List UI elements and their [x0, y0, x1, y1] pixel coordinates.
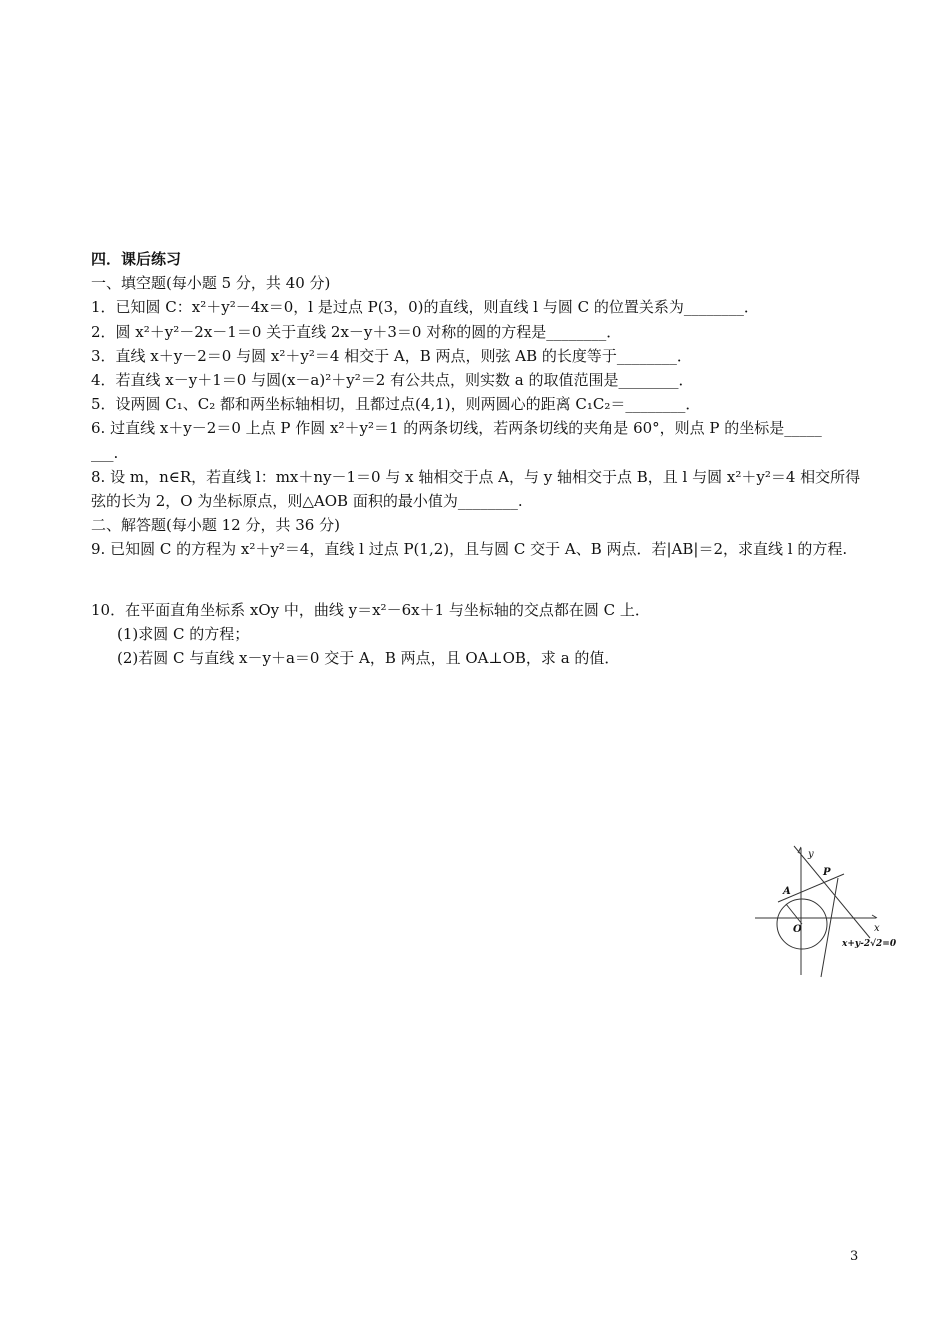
- question-3: 3．直线 x＋y－2＝0 与圆 x²＋y²＝4 相交于 A，B 两点，则弦 AB 的长度等于________．: [91, 346, 692, 365]
- question-9: 9. 已知圆 C 的方程为 x²＋y²＝4，直线 l 过点 P(1,2)，且与圆 C 交于 A、B 两点．若|AB|＝2，求直线 l 的方程.: [91, 540, 848, 559]
- label-y: y: [808, 849, 814, 860]
- line-equation-label: x+y-2√2=0: [842, 939, 897, 949]
- question-10-part-1: (1)求圆 C 的方程；: [117, 624, 250, 643]
- question-10-part-2: (2)若圆 C 与直线 x－y＋a＝0 交于 A，B 两点，且 OA⊥OB，求 a 的值．: [117, 649, 620, 668]
- exercise-content: [91, 247, 871, 670]
- question-4: 4．若直线 x－y＋1＝0 与圆(x－a)²＋y²＝2 有公共点，则实数 a 的取值范围是________．: [91, 371, 694, 390]
- question-2: 2．圆 x²＋y²－2x－1＝0 关于直线 2x－y＋3＝0 对称的圆的方程是________．: [91, 322, 622, 341]
- line-x-plus-y: [794, 846, 870, 938]
- part1-heading: 一、填空题(每小题 5 分，共 40 分): [91, 274, 331, 293]
- question-10: 10．在平面直角坐标系 xOy 中，曲线 y＝x²－6x＋1 与坐标轴的交点都在圆 C 上．: [91, 600, 650, 619]
- answer-space: [91, 562, 871, 598]
- page-number: 3: [850, 1249, 859, 1264]
- question-8-line-1: 8. 设 m，n∈R，若直线 l：mx＋ny－1＝0 与 x 轴相交于点 A，与 y 轴相交于点 B，且 l 与圆 x²＋y²＝4 相交所得: [91, 467, 861, 486]
- question-8-line-2: 弦的长为 2，O 为坐标原点，则△AOB 面积的最小值为________.: [91, 492, 523, 511]
- tangent-line-b: [821, 878, 838, 977]
- label-p: P: [823, 867, 831, 878]
- question-6-line-1: 6. 过直线 x＋y－2＝0 上点 P 作圆 x²＋y²＝1 的两条切线，若两条切线的夹角是 60°，则点 P 的坐标是_____: [91, 419, 822, 438]
- label-a: A: [783, 886, 791, 897]
- question-6-line-2: ___.: [91, 443, 119, 462]
- section-heading: 四．课后练习: [91, 250, 182, 268]
- tangent-figure: [750, 843, 900, 978]
- question-5: 5．设两圆 C₁、C₂ 都和两坐标轴相切，且都过点(4,1)，则两圆心的距离 C₁C₂＝________．: [91, 395, 701, 414]
- label-x: x: [874, 923, 880, 934]
- question-1: 1．已知圆 C：x²＋y²－4x＝0，l 是过点 P(3，0)的直线，则直线 l 与圆 C 的位置关系为________．: [91, 298, 759, 317]
- radius-to-a: [786, 904, 802, 924]
- label-o: O: [793, 924, 802, 935]
- part2-heading: 二、解答题(每小题 12 分，共 36 分): [91, 516, 340, 535]
